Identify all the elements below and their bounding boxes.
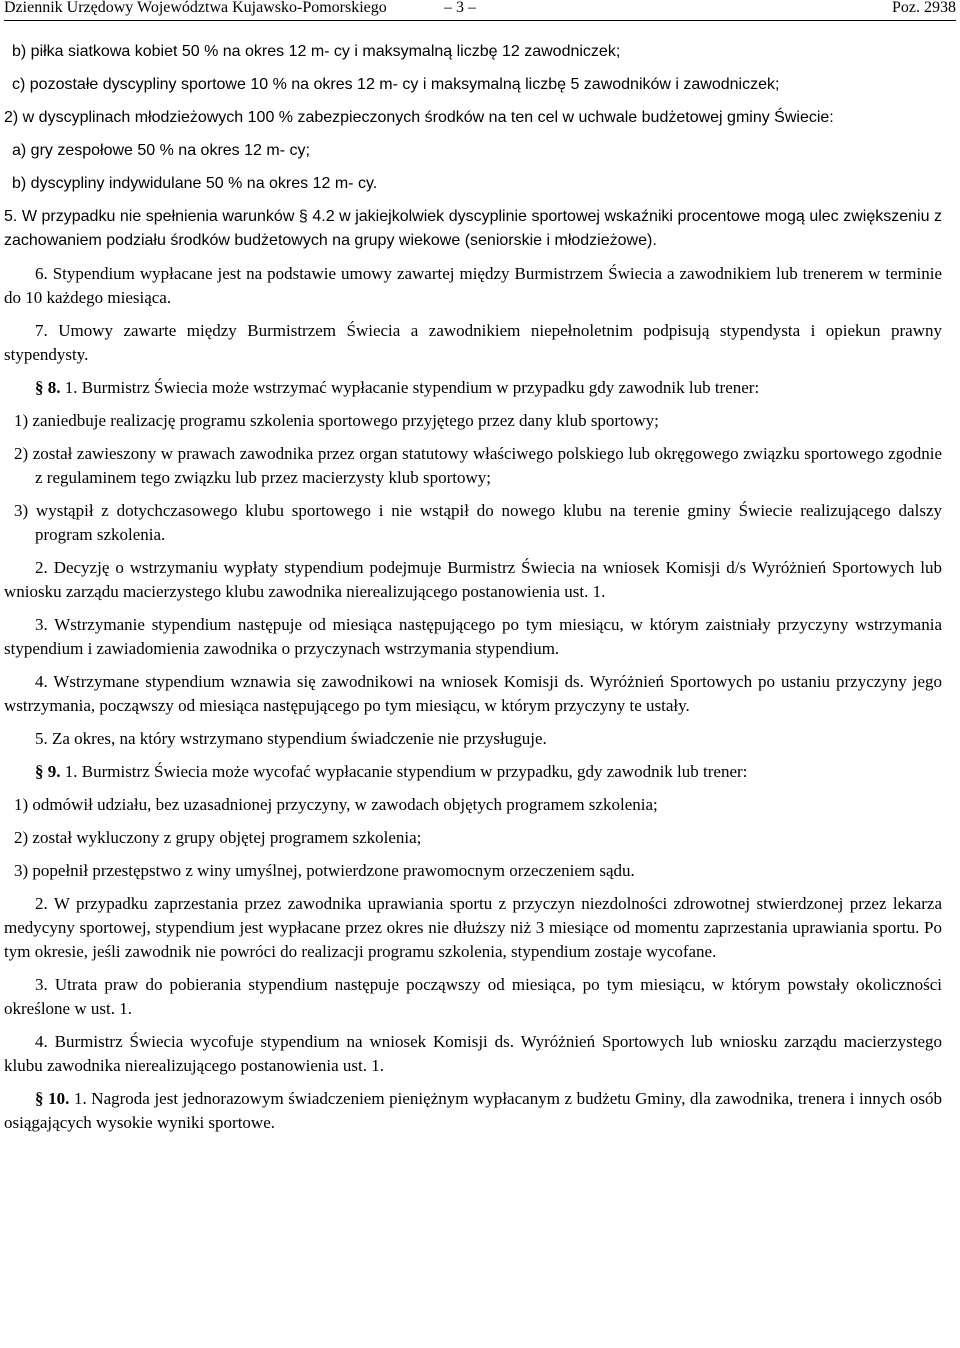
section-mark: § 10. (35, 1089, 70, 1108)
paragraph: b) piłka siatkowa kobiet 50 % na okres 12 m- cy i maksymalną liczbę 12 zawodniczek; (12, 43, 621, 60)
list-item: 3) popełnił przestępstwo z winy umyślnej, potwierdzone prawomocnym orzeczeniem sądu. (14, 861, 635, 880)
paragraph: 2) w dyscyplinach młodzieżowych 100 % zabezpieczonych środków na ten cel w uchwale budżetowej gminy Świecie: (4, 109, 834, 126)
journal-title: Dziennik Urzędowy Województwa Kujawsko-Pomorskiego (4, 0, 387, 16)
page-header (4, 0, 956, 21)
list-item: 1) zaniedbuje realizację programu szkolenia sportowego przyjętego przez dany klub sportowy; (14, 411, 659, 430)
document-body (4, 40, 942, 1144)
paragraph: a) gry zespołowe 50 % na okres 12 m- cy; (12, 142, 310, 159)
paragraph: 6. Stypendium wypłacane jest na podstawie umowy zawartej między Burmistrzem Świecia a zawodnikiem lub trenerem w terminie do 10 każdego miesiąca. (4, 264, 942, 307)
section-10-paragraph: § 10. 1. Nagroda jest jednorazowym świadczeniem pieniężnym wypłacanym z budżetu Gminy, dla zawodnika, trenera i innych osób osiągających wysokie wyniki sportowe. (4, 1089, 942, 1132)
paragraph: 5. W przypadku nie spełnienia warunków § 4.2 w jakiejkolwiek dyscyplinie sportowej wskaźniki procentowe mogą ulec zwiększeniu z zachowaniem podziału środków budżetowych na grupy wiekowe (seniorskie i młodzieżowe). (4, 208, 942, 249)
paragraph: 3. Wstrzymanie stypendium następuje od miesiąca następującego po tym miesiącu, w którym zaistniały przyczyny wstrzymania stypendium i zawiadomienia zawodnika o przyczynach wstrzymania stypendium. (4, 615, 942, 658)
paragraph: 3. Utrata praw do pobierania stypendium następuje począwszy od miesiąca, po tym miesiącu, w którym powstały okoliczności określone w ust. 1. (4, 975, 942, 1018)
paragraph: 4. Wstrzymane stypendium wznawia się zawodnikowi na wniosek Komisji ds. Wyróżnień Sportowych po ustaniu przyczyny jego wstrzymania, począwszy od miesiąca następującego po tym miesiącu, w którym przyczyny te ustały. (4, 672, 942, 715)
section-mark: § 8. (35, 378, 61, 397)
paragraph: 5. Za okres, na który wstrzymano stypendium świadczenie nie przysługuje. (35, 729, 547, 748)
paragraph: 4. Burmistrz Świecia wycofuje stypendium na wniosek Komisji ds. Wyróżnień Sportowych lub wniosku zarządu macierzystego klubu zawodnika nierealizującego postanowienia ust. 1. (4, 1032, 942, 1075)
paragraph: 2. W przypadku zaprzestania przez zawodnika uprawiania sportu z przyczyn niezdolności zdrowotnej stwierdzonej przez lekarza medycyny sportowej, stypendium jest wypłacane przez okres nie dłuższy niż 3 miesiące od momentu zaprzestania uprawiania sportu. Po tym okresie, jeśli zawodnik nie powróci do realizacji programu szkolenia, stypendium zostaje wycofane. (4, 894, 942, 961)
list-item: 1) odmówił udziału, bez uzasadnionej przyczyny, w zawodach objętych programem szkolenia; (14, 795, 658, 814)
page-number: – 3 – (444, 0, 476, 16)
paragraph: 7. Umowy zawarte między Burmistrzem Świecia a zawodnikiem niepełnoletnim podpisują stypendysta i opiekun prawny stypendysty. (4, 321, 942, 364)
list-item: 2) został wykluczony z grupy objętej programem szkolenia; (14, 828, 422, 847)
section-9-paragraph: § 9. 1. Burmistrz Świecia może wycofać wypłacanie stypendium w przypadku, gdy zawodnik lub trener: (35, 762, 748, 781)
paragraph: c) pozostałe dyscypliny sportowe 10 % na okres 12 m- cy i maksymalną liczbę 5 zawodników i zawodniczek; (12, 76, 780, 93)
paragraph: 2. Decyzję o wstrzymaniu wypłaty stypendium podejmuje Burmistrz Świecia na wniosek Komisji d/s Wyróżnień Sportowych lub wniosku zarządu macierzystego klubu zawodnika nierealizującego postanowienia ust. 1. (4, 558, 942, 601)
position-number: Poz. 2938 (892, 0, 956, 16)
paragraph: b) dyscypliny indywidulane 50 % na okres 12 m- cy. (12, 175, 378, 192)
section-8-paragraph: § 8. 1. Burmistrz Świecia może wstrzymać wypłacanie stypendium w przypadku gdy zawodnik lub trener: (35, 378, 760, 397)
list-item: 3) wystąpił z dotychczasowego klubu sportowego i nie wstąpił do nowego klubu na terenie gminy Świecie realizującego dalszy program szkolenia. (14, 501, 942, 544)
list-item: 2) został zawieszony w prawach zawodnika przez organ statutowy właściwego polskiego lub okręgowego związku sportowego zgodnie z regulaminem tego związku lub przez macierzysty klub sportowy; (14, 444, 942, 487)
section-mark: § 9. (35, 762, 61, 781)
